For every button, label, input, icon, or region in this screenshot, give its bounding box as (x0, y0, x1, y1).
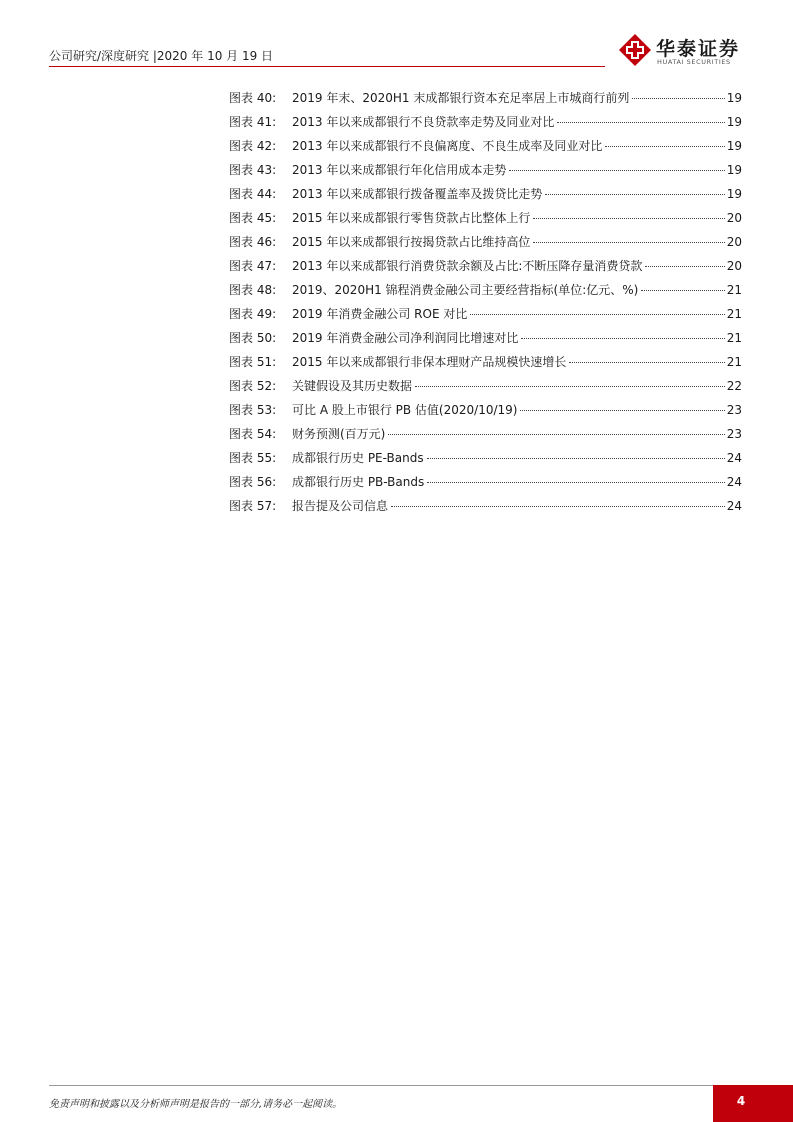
toc-entry-page: 21 (726, 331, 742, 345)
toc-entry[interactable] (229, 137, 742, 161)
toc-entry[interactable] (229, 305, 742, 329)
toc-entry-page: 19 (726, 115, 742, 129)
toc-entry-page: 19 (726, 139, 742, 153)
toc-entry-page: 20 (726, 211, 742, 225)
toc-entry-page: 23 (726, 403, 742, 417)
logo-emblem-icon (618, 33, 652, 67)
toc-entry-title: 2015 年以来成都银行零售贷款占比整体上行 (292, 211, 531, 225)
toc-dot-leader (557, 122, 724, 123)
toc-entry-title: 2015 年以来成都银行非保本理财产品规模快速增长 (292, 355, 567, 369)
toc-entry-title: 2019 年末、2020H1 末成都银行资本充足率居上市城商行前列 (292, 91, 630, 105)
toc-entry[interactable] (229, 401, 742, 425)
toc-dot-leader (605, 146, 724, 147)
toc-entry-label: 图表 57: (229, 499, 277, 513)
toc-entry-label: 图表 51: (229, 355, 277, 369)
toc-entry[interactable] (229, 257, 742, 281)
toc-entry-title: 2019 年消费金融公司净利润同比增速对比 (292, 331, 519, 345)
toc-entry-title: 成都银行历史 PB-Bands (292, 475, 425, 489)
toc-entry-page: 20 (726, 259, 742, 273)
toc-entry-page: 19 (726, 91, 742, 105)
toc-entry-label: 图表 46: (229, 235, 277, 249)
toc-entry[interactable] (229, 329, 742, 353)
toc-entry[interactable] (229, 281, 742, 305)
toc-entry-page: 19 (726, 163, 742, 177)
page-number: 4 (736, 1094, 746, 1108)
toc-entry-label: 图表 54: (229, 427, 277, 441)
toc-entry-label: 图表 43: (229, 163, 277, 177)
toc-entry-label: 图表 55: (229, 451, 277, 465)
toc-entry-title: 2013 年以来成都银行拨备覆盖率及拨贷比走势 (292, 187, 543, 201)
toc-dot-leader (632, 98, 724, 99)
toc-entry-label: 图表 41: (229, 115, 277, 129)
toc-entry-title: 2019 年消费金融公司 ROE 对比 (292, 307, 468, 321)
toc-entry[interactable] (229, 473, 742, 497)
toc-dot-leader (509, 170, 724, 171)
toc-entry-label: 图表 47: (229, 259, 277, 273)
toc-entry[interactable] (229, 233, 742, 257)
toc-dot-leader (520, 410, 724, 411)
toc-entry-label: 图表 48: (229, 283, 277, 297)
toc-entry-title: 2015 年以来成都银行按揭贷款占比维持高位 (292, 235, 531, 249)
toc-dot-leader (521, 338, 724, 339)
footer-divider (49, 1085, 713, 1086)
toc-entry-title: 财务预测(百万元) (292, 427, 386, 441)
toc-entry-title: 2019、2020H1 锦程消费金融公司主要经营指标(单位:亿元、%) (292, 283, 639, 297)
toc-entry[interactable] (229, 161, 742, 185)
toc-dot-leader (641, 290, 724, 291)
toc-dot-leader (533, 218, 724, 219)
toc-entry[interactable] (229, 209, 742, 233)
toc-entry-title: 关键假设及其历史数据 (292, 379, 413, 393)
toc-entry-page: 20 (726, 235, 742, 249)
toc-dot-leader (388, 434, 724, 435)
toc-entry-page: 21 (726, 307, 742, 321)
toc-entry-label: 图表 44: (229, 187, 277, 201)
toc-entry-page: 22 (726, 379, 742, 393)
footer-disclaimer: 免责声明和披露以及分析师声明是报告的一部分,请务必一起阅读。 (49, 1099, 343, 1110)
toc-entry-label: 图表 49: (229, 307, 277, 321)
huatai-logo (618, 33, 748, 69)
toc-dot-leader (427, 458, 725, 459)
toc-entry-page: 24 (726, 499, 742, 513)
toc-entry-label: 图表 42: (229, 139, 277, 153)
toc-entry-title: 报告提及公司信息 (292, 499, 389, 513)
toc-dot-leader (391, 506, 725, 507)
toc-entry-label: 图表 53: (229, 403, 277, 417)
toc-entry-title: 2013 年以来成都银行年化信用成本走势 (292, 163, 507, 177)
toc-entry[interactable] (229, 497, 742, 521)
toc-dot-leader (545, 194, 724, 195)
toc-entry-label: 图表 50: (229, 331, 277, 345)
toc-entry-label: 图表 40: (229, 91, 277, 105)
toc-entry[interactable] (229, 377, 742, 401)
toc-entry-page: 21 (726, 283, 742, 297)
toc-dot-leader (427, 482, 724, 483)
toc-entry-page: 23 (726, 427, 742, 441)
toc-entry[interactable] (229, 425, 742, 449)
toc-dot-leader (415, 386, 725, 387)
toc-entry-page: 24 (726, 475, 742, 489)
toc-entry[interactable] (229, 185, 742, 209)
toc-entry[interactable] (229, 449, 742, 473)
logo-chinese-name: 华泰证券 (656, 38, 741, 60)
toc-entry[interactable] (229, 353, 742, 377)
header-divider (49, 66, 605, 67)
toc-entry[interactable] (229, 89, 742, 113)
logo-english-name: HUATAI SECURITIES (657, 58, 731, 66)
toc-entry-page: 21 (726, 355, 742, 369)
toc-entry-label: 图表 45: (229, 211, 277, 225)
toc-entry-page: 19 (726, 187, 742, 201)
toc-entry-title: 2013 年以来成都银行不良偏离度、不良生成率及同业对比 (292, 139, 603, 153)
toc-entry-label: 图表 52: (229, 379, 277, 393)
toc-entry-page: 24 (726, 451, 742, 465)
figure-index-list (229, 89, 742, 521)
toc-dot-leader (645, 266, 724, 267)
toc-entry-title: 2013 年以来成都银行不良贷款率走势及同业对比 (292, 115, 555, 129)
toc-entry-title: 2013 年以来成都银行消费贷款余额及占比:不断压降存量消费贷款 (292, 259, 643, 273)
toc-dot-leader (533, 242, 724, 243)
toc-dot-leader (470, 314, 724, 315)
toc-dot-leader (569, 362, 724, 363)
toc-entry-title: 成都银行历史 PE-Bands (292, 451, 424, 465)
toc-entry-label: 图表 56: (229, 475, 277, 489)
page-number-badge (713, 1085, 793, 1122)
header-date-text: 公司研究/深度研究 |2020 年 10 月 19 日 (49, 49, 274, 63)
toc-entry[interactable] (229, 113, 742, 137)
toc-entry-title: 可比 A 股上市银行 PB 估值(2020/10/19) (292, 403, 518, 417)
